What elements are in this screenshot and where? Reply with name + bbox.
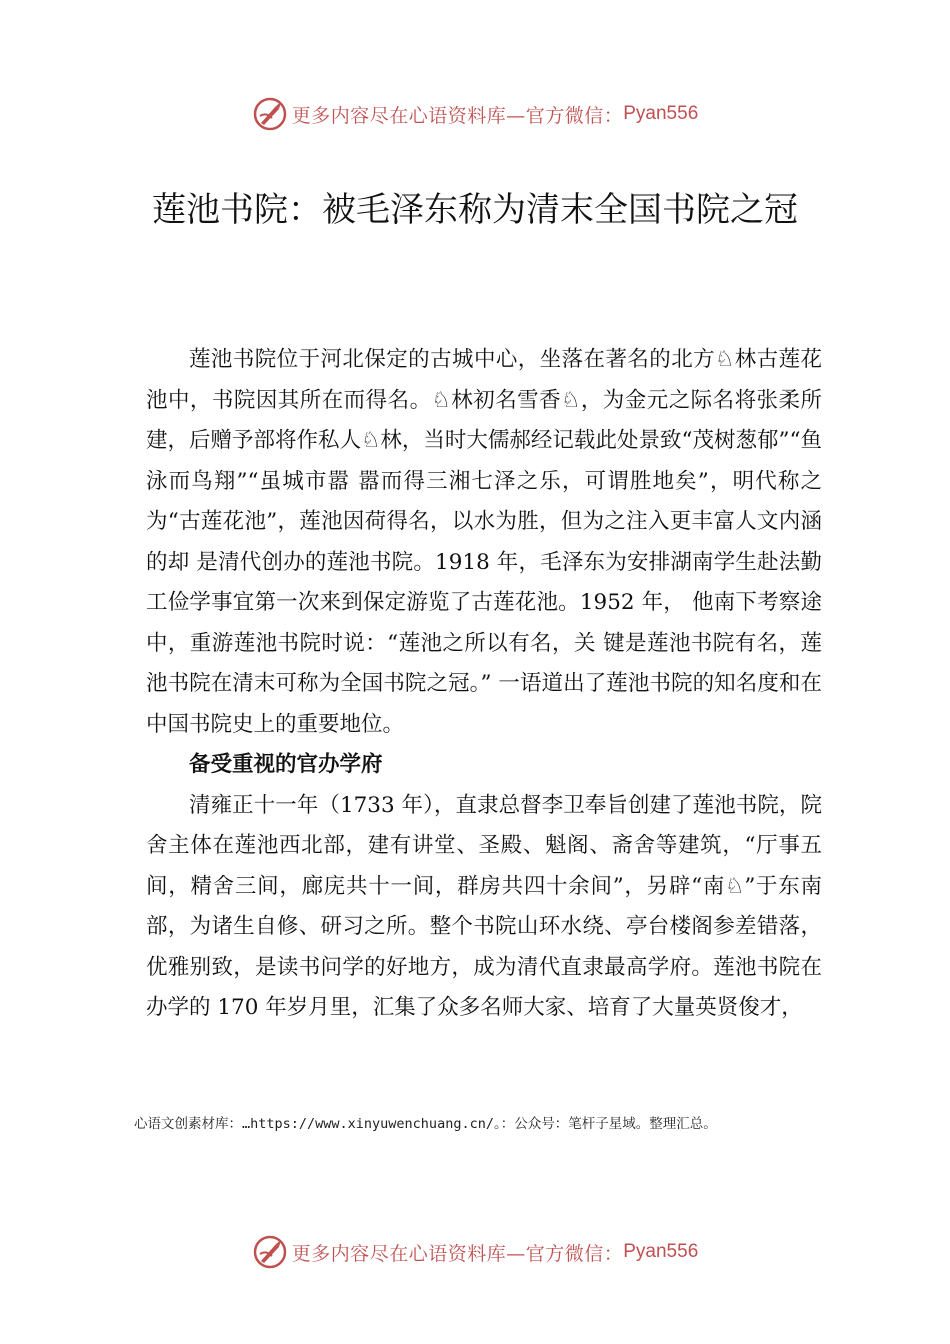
intro-paragraph: 莲池书院位于河北保定的古城中心，坐落在著名的北方♘林古莲花池中，书院因其所在而得名。♘林初名雪香♘，为金元之际名将张柔所建，后赠予部将作私人♘林，当时大儒郝经记载此处景致“茂树葱郁”“鱼泳而鸟翔”“虽城市嚣 嚣而得三湘七泽之乐，可谓胜地矣”，明代称之为“古莲花池”，莲池因荷得名，以水为胜，但为之注入更丰富人文内涵的却 是清代创办的莲池书院。1918 年，毛泽东为安排湖南学生赴法勤工俭学事宜第一次来到保定游览了古莲花池。1952 年， 他南下考察途中，重游莲池书院时说：“莲池之所以有名，关 键是莲池书院有名，莲池书院在清末可称为全国书院之冠。” 一语道出了莲池书院的知名度和在中国书院史上的重要地位。 <box>146 347 822 737</box>
section-heading: 备受重视的官办学府 <box>189 752 383 777</box>
source-footnote: 心语文创素材库：…https://www.xinyuwenchuang.cn/。：公众号：笔杆子星域。整理汇总。 <box>134 1116 717 1132</box>
wechat-handle: Pyan556 <box>623 1241 699 1262</box>
footer-banner <box>0 1232 950 1272</box>
header-banner <box>0 94 950 134</box>
quill-pen-logo-icon <box>252 96 288 132</box>
banner-text: 更多内容尽在心语资料库—官方微信： <box>291 104 624 127</box>
quill-pen-logo-icon <box>252 1234 288 1270</box>
article-body <box>146 340 822 1029</box>
section-paragraph: 清雍正十一年（1733 年），直隶总督李卫奉旨创建了莲池书院，院舍主体在莲池西北部，建有讲堂、圣殿、魁阁、斋舍等建筑，“厅事五间，精舍三间，廊庑共十一间，群房共四十余间”，另辟“南♘”于东南部，为诸生自修、研习之所。整个书院山环水绕、亭台楼阁参差错落，优雅别致，是读书问学的好地方，成为清代直隶最高学府。莲池书院在办学的 170 年岁月里，汇集了众多名师大家、培育了大量英贤俊才， <box>146 792 822 1020</box>
banner-text: 更多内容尽在心语资料库—官方微信： <box>291 1242 624 1265</box>
article-title: 莲池书院：被毛泽东称为清末全国书院之冠 <box>152 190 798 230</box>
wechat-handle: Pyan556 <box>623 103 699 124</box>
